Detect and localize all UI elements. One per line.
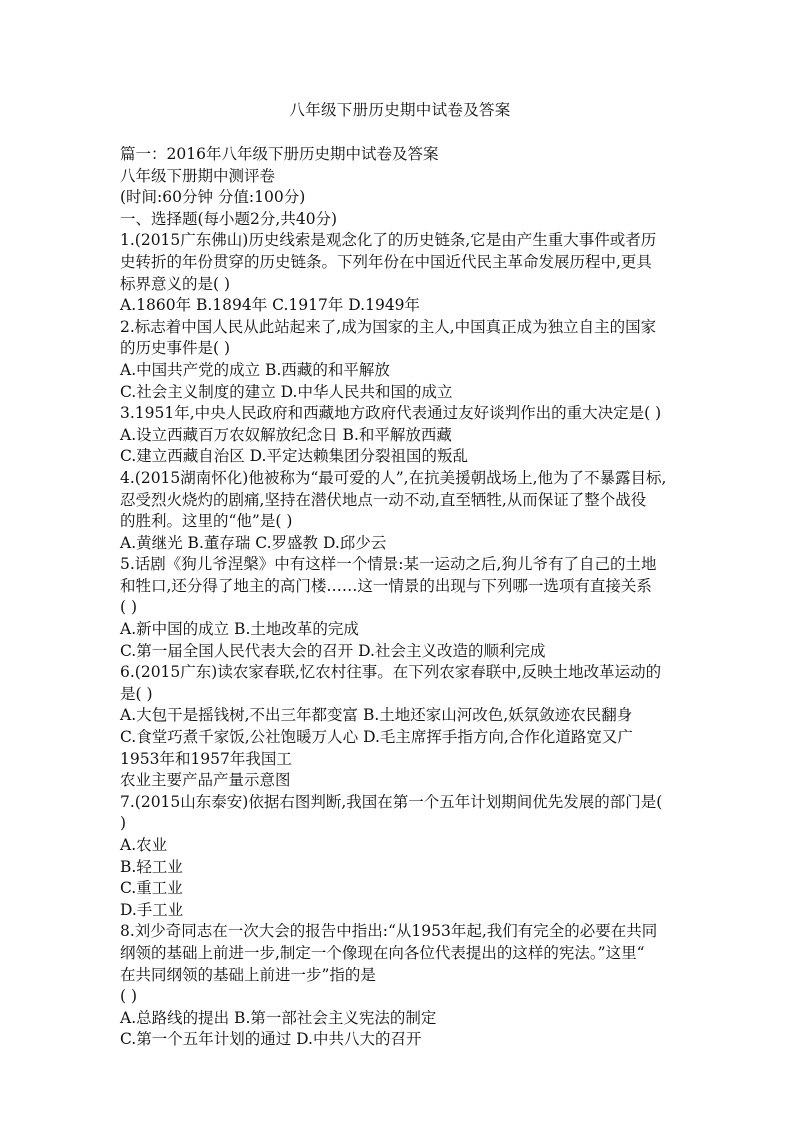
text-line: 八年级下册期中测评卷 (120, 166, 276, 185)
text-line: A.农业 (120, 836, 168, 854)
text-line: 农业主要产品产量示意图 (120, 771, 291, 790)
document-title: 八年级下册历史期中试卷及答案 (289, 101, 511, 119)
text-line: C.食堂巧煮千家饭,公社饱暖万人心 D.毛主席挥手指方向,合作化道路宽又广 (120, 728, 633, 747)
text-line: 在共同纲领的基础上前进一步”指的是 (120, 965, 376, 984)
text-line: ( ) (120, 987, 138, 1006)
text-line: 一、选择题(每小题2分,共40分) (120, 209, 338, 228)
text-line: 4.(2015湖南怀化)他被称为“最可爱的人”,在抗美援朝战场上,他为了不暴露目标, (120, 468, 667, 487)
text-line: 2.标志着中国人民从此站起来了,成为国家的主人,中国真正成为独立自主的国家 (120, 317, 657, 336)
text-line: C.第一届全国人民代表大会的召开 D.社会主义改造的顺利完成 (120, 641, 546, 660)
text-line: 是( ) (120, 684, 153, 703)
text-line: 6.(2015广东)读农家春联,忆农村往事。在下列农家春联中,反映土地改革运动的 (120, 663, 662, 682)
text-line: 1953年和1957年我国工 (120, 749, 292, 768)
text-line: A.总路线的提出 B.第一部社会主义宪法的制定 (120, 1008, 437, 1027)
text-line: (时间:60分钟 分值:100分) (120, 188, 306, 207)
text-line: C.建立西藏自治区 D.平定达赖集团分裂祖国的叛乱 (120, 447, 468, 466)
text-line: 标界意义的是( ) (120, 274, 231, 293)
text-line: 纲领的基础上前进一步,制定一个像现在向各位代表提出的这样的宪法。”这里“ (120, 943, 645, 962)
text-line: 7.(2015山东泰安)依据右图判断,我国在第一个五年计划期间优先发展的部门是( (120, 792, 663, 811)
text-line: 8.刘少奇同志在一次大会的报告中指出:“从1953年起,我们有完全的必要在共同 (120, 922, 658, 941)
text-line: 史转折的年份贯穿的历史链条。下列年份在中国近代民主革命发展历程中,更具 (120, 252, 652, 271)
text-line: 1.(2015广东佛山)历史线索是观念化了的历史链条,它是由产生重大事件或者历 (120, 231, 657, 250)
text-line: D.手工业 (120, 900, 184, 919)
document-body (120, 144, 682, 1051)
text-line: 忍受烈火烧灼的剧痛,坚持在潜伏地点一动不动,直至牺牲,从而保证了整个战役 (120, 490, 647, 509)
text-line: A.大包干是摇钱树,不出三年都变富 B.土地还家山河改色,妖氛敛迹农民翻身 (120, 706, 633, 725)
text-line: 的历史事件是( ) (120, 339, 231, 358)
text-line: 篇一：2016年八年级下册历史期中试卷及答案 (120, 145, 439, 163)
text-line: C.重工业 (120, 879, 183, 898)
text-line: 3.1951年,中央人民政府和西藏地方政府代表通过友好谈判作出的重大决定是( ) (120, 404, 662, 423)
text-line: 的胜利。这里的“他”是( ) (120, 512, 293, 531)
text-line: A.新中国的成立 B.土地改革的完成 (120, 620, 359, 639)
text-line: B.轻工业 (120, 857, 183, 876)
text-line: A.中国共产党的成立 B.西藏的和平解放 (120, 360, 390, 379)
text-line: A.设立西藏百万农奴解放纪念日 B.和平解放西藏 (120, 425, 452, 444)
text-line: 5.话剧《狗儿爷涅槃》中有这样一个情景:某一运动之后,狗儿爷有了自己的土地 (120, 555, 657, 574)
text-line: ) (120, 814, 127, 833)
text-line: ( ) (120, 598, 138, 617)
text-line: A.黄继光 B.董存瑞 C.罗盛教 D.邱少云 (120, 533, 387, 552)
text-line: A.1860年 B.1894年 C.1917年 D.1949年 (120, 296, 421, 315)
text-line: C.社会主义制度的建立 D.中华人民共和国的成立 (120, 382, 453, 401)
text-line: 和牲口,还分得了地主的高门楼……这一情景的出现与下列哪一选项有直接关系 (120, 576, 652, 595)
text-line: C.第一个五年计划的通过 D.中共八大的召开 (120, 1030, 422, 1049)
